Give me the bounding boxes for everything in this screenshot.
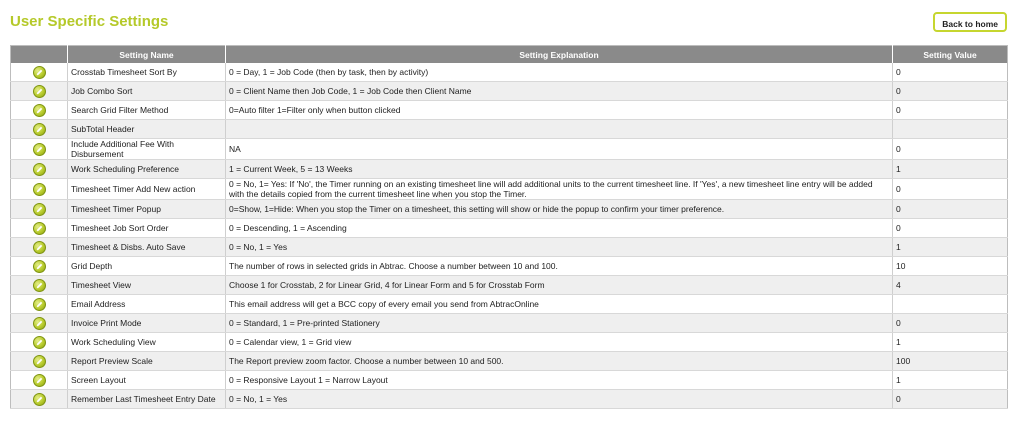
edit-cell (11, 371, 68, 390)
setting-name-cell: Work Scheduling Preference (68, 160, 226, 179)
table-row (11, 352, 1008, 371)
edit-cell (11, 200, 68, 219)
setting-name-cell: Screen Layout (68, 371, 226, 390)
pencil-edit-icon[interactable] (33, 393, 46, 406)
setting-name-cell: Remember Last Timesheet Entry Date (68, 390, 226, 409)
setting-value-cell: 0 (893, 219, 1008, 238)
setting-explanation-cell: 0 = Calendar view, 1 = Grid view (226, 333, 893, 352)
setting-name-cell: Timesheet Timer Add New action (68, 179, 226, 200)
setting-value-cell: 1 (893, 371, 1008, 390)
table-row (11, 219, 1008, 238)
table-header-row (11, 46, 1008, 64)
setting-value-cell (893, 120, 1008, 139)
setting-explanation-cell (226, 120, 893, 139)
table-row (11, 333, 1008, 352)
settings-table-body (11, 63, 1008, 409)
setting-value-cell: 0 (893, 390, 1008, 409)
pencil-edit-icon[interactable] (33, 222, 46, 235)
column-header-setting-value: Setting Value (893, 46, 1008, 64)
setting-value-cell: 1 (893, 333, 1008, 352)
table-row (11, 82, 1008, 101)
edit-cell (11, 63, 68, 82)
edit-cell (11, 179, 68, 200)
edit-cell (11, 160, 68, 179)
edit-cell (11, 139, 68, 160)
column-header-setting-explanation: Setting Explanation (226, 46, 893, 64)
setting-name-cell: Timesheet View (68, 276, 226, 295)
setting-name-cell: Crosstab Timesheet Sort By (68, 63, 226, 82)
setting-explanation-cell: 0 = Day, 1 = Job Code (then by task, then by activity) (226, 63, 893, 82)
edit-cell (11, 238, 68, 257)
setting-value-cell: 0 (893, 82, 1008, 101)
setting-value-cell: 1 (893, 238, 1008, 257)
setting-value-cell: 1 (893, 160, 1008, 179)
pencil-edit-icon[interactable] (33, 317, 46, 330)
setting-name-cell: Grid Depth (68, 257, 226, 276)
table-row (11, 390, 1008, 409)
setting-explanation-cell: 0 = Client Name then Job Code, 1 = Job Code then Client Name (226, 82, 893, 101)
edit-cell (11, 352, 68, 371)
pencil-edit-icon[interactable] (33, 66, 46, 79)
setting-name-cell: Include Additional Fee With Disbursement (68, 139, 226, 160)
setting-value-cell (893, 295, 1008, 314)
setting-explanation-cell: 0 = No, 1 = Yes (226, 238, 893, 257)
table-row (11, 160, 1008, 179)
edit-cell (11, 257, 68, 276)
setting-explanation-cell: 0 = Responsive Layout 1 = Narrow Layout (226, 371, 893, 390)
table-row (11, 238, 1008, 257)
setting-value-cell: 0 (893, 179, 1008, 200)
table-row (11, 139, 1008, 160)
setting-name-cell: Timesheet Timer Popup (68, 200, 226, 219)
page-header (0, 0, 1024, 42)
table-row (11, 295, 1008, 314)
setting-name-cell: Invoice Print Mode (68, 314, 226, 333)
edit-cell (11, 333, 68, 352)
edit-cell (11, 82, 68, 101)
column-header-edit (11, 46, 68, 64)
setting-value-cell: 0 (893, 200, 1008, 219)
column-header-setting-name: Setting Name (68, 46, 226, 64)
edit-cell (11, 101, 68, 120)
pencil-edit-icon[interactable] (33, 143, 46, 156)
edit-cell (11, 120, 68, 139)
setting-explanation-cell: This email address will get a BCC copy of every email you send from AbtracOnline (226, 295, 893, 314)
pencil-edit-icon[interactable] (33, 183, 46, 196)
setting-explanation-cell: 0 = Descending, 1 = Ascending (226, 219, 893, 238)
setting-name-cell: Job Combo Sort (68, 82, 226, 101)
settings-table (10, 45, 1008, 409)
setting-explanation-cell: 1 = Current Week, 5 = 13 Weeks (226, 160, 893, 179)
setting-name-cell: SubTotal Header (68, 120, 226, 139)
edit-cell (11, 314, 68, 333)
table-row (11, 179, 1008, 200)
pencil-edit-icon[interactable] (33, 241, 46, 254)
pencil-edit-icon[interactable] (33, 374, 46, 387)
table-row (11, 257, 1008, 276)
setting-value-cell: 0 (893, 139, 1008, 160)
table-row (11, 314, 1008, 333)
pencil-edit-icon[interactable] (33, 336, 46, 349)
setting-explanation-cell: 0 = No, 1= Yes: If 'No', the Timer running on an existing timesheet line will add additional units to the current timesheet line. If 'Yes', a new timesheet line entry will be added with the details copied from the current timesheet line when you stop the Timer. (226, 179, 893, 200)
table-row (11, 200, 1008, 219)
pencil-edit-icon[interactable] (33, 123, 46, 136)
setting-name-cell: Work Scheduling View (68, 333, 226, 352)
setting-explanation-cell: The number of rows in selected grids in Abtrac. Choose a number between 10 and 100. (226, 257, 893, 276)
page-title: User Specific Settings (10, 13, 169, 30)
pencil-edit-icon[interactable] (33, 355, 46, 368)
edit-cell (11, 295, 68, 314)
setting-value-cell: 4 (893, 276, 1008, 295)
setting-name-cell: Email Address (68, 295, 226, 314)
setting-explanation-cell: NA (226, 139, 893, 160)
pencil-edit-icon[interactable] (33, 163, 46, 176)
setting-value-cell: 10 (893, 257, 1008, 276)
back-to-home-button[interactable]: Back to home (933, 12, 1007, 32)
setting-explanation-cell: 0=Show, 1=Hide: When you stop the Timer on a timesheet, this setting will show or hide the popup to confirm your timer preference. (226, 200, 893, 219)
table-row (11, 63, 1008, 82)
edit-cell (11, 276, 68, 295)
setting-explanation-cell: Choose 1 for Crosstab, 2 for Linear Grid, 4 for Linear Form and 5 for Crosstab Form (226, 276, 893, 295)
setting-name-cell: Search Grid Filter Method (68, 101, 226, 120)
setting-explanation-cell: 0 = No, 1 = Yes (226, 390, 893, 409)
setting-value-cell: 100 (893, 352, 1008, 371)
setting-value-cell: 0 (893, 314, 1008, 333)
table-row (11, 276, 1008, 295)
pencil-edit-icon[interactable] (33, 203, 46, 216)
edit-cell (11, 390, 68, 409)
pencil-edit-icon[interactable] (33, 85, 46, 98)
setting-name-cell: Report Preview Scale (68, 352, 226, 371)
setting-explanation-cell: 0=Auto filter 1=Filter only when button clicked (226, 101, 893, 120)
setting-value-cell: 0 (893, 63, 1008, 82)
setting-name-cell: Timesheet Job Sort Order (68, 219, 226, 238)
pencil-edit-icon[interactable] (33, 104, 46, 117)
setting-explanation-cell: The Report preview zoom factor. Choose a number between 10 and 500. (226, 352, 893, 371)
pencil-edit-icon[interactable] (33, 260, 46, 273)
table-row (11, 120, 1008, 139)
pencil-edit-icon[interactable] (33, 298, 46, 311)
edit-cell (11, 219, 68, 238)
setting-explanation-cell: 0 = Standard, 1 = Pre-printed Stationery (226, 314, 893, 333)
table-row (11, 371, 1008, 390)
setting-name-cell: Timesheet & Disbs. Auto Save (68, 238, 226, 257)
table-row (11, 101, 1008, 120)
setting-value-cell: 0 (893, 101, 1008, 120)
pencil-edit-icon[interactable] (33, 279, 46, 292)
